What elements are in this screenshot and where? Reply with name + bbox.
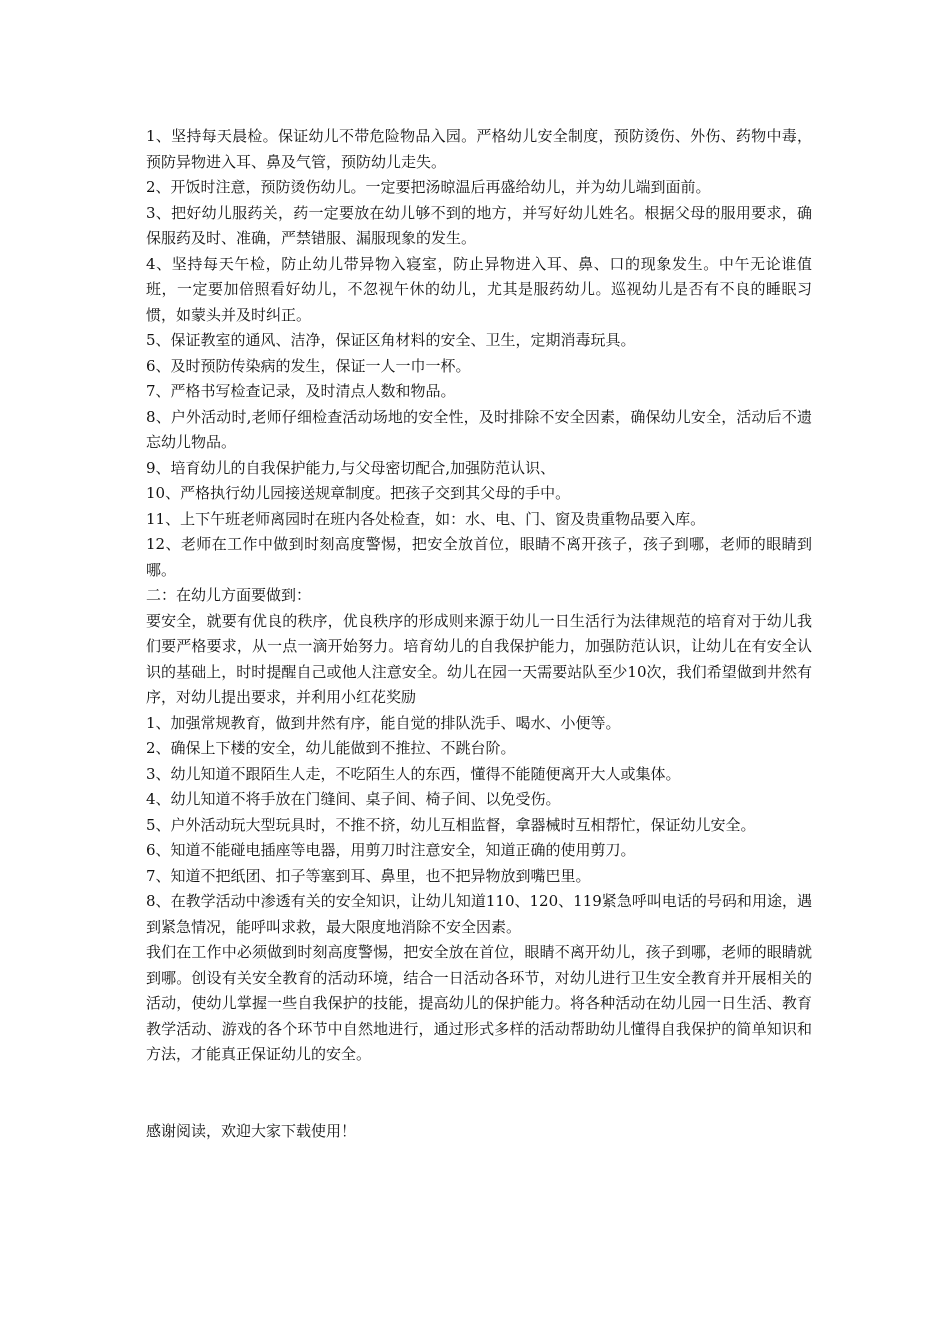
child-item-8: 8、在教学活动中渗透有关的安全知识，让幼儿知道110、120、119紧急呼叫电话的号码和用途，遇到紧急情况，能呼叫求救，最大限度地消除不安全因素。 bbox=[146, 892, 812, 936]
paragraph-3: 3、把好幼儿服药关，药一定要放在幼儿够不到的地方，并写好幼儿姓名。根据父母的服用要求，确保服药及时、准确，严禁错服、漏服现象的发生。 bbox=[146, 203, 812, 247]
paragraph-6: 6、及时预防传染病的发生，保证一人一巾一杯。 bbox=[146, 356, 471, 375]
child-item-3: 3、幼儿知道不跟陌生人走，不吃陌生人的东西，懂得不能随便离开大人或集体。 bbox=[146, 764, 681, 783]
child-item-4: 4、幼儿知道不将手放在门缝间、桌子间、椅子间、以免受伤。 bbox=[146, 790, 561, 808]
child-item-7: 7、知道不把纸团、扣子等塞到耳、鼻里，也不把异物放到嘴巴里。 bbox=[146, 866, 591, 885]
paragraph-4: 4、坚持每天午检，防止幼儿带异物入寝室，防止异物进入耳、鼻、口的现象发生。中午无论谁值班，一定要加倍照看好幼儿，不忽视午休的幼儿，尤其是服药幼儿。巡视幼儿是否有不良的睡眠习惯，如蒙头并及时纠正。 bbox=[146, 254, 812, 324]
spacer bbox=[146, 1068, 812, 1119]
paragraph-7: 7、严格书写检查记录，及时清点人数和物品。 bbox=[146, 382, 456, 400]
paragraph-summary: 我们在工作中必须做到时刻高度警惕，把安全放在首位，眼睛不离开幼儿，孩子到哪，老师的眼睛就到哪。创设有关安全教育的活动环境，结合一日活动各环节，对幼儿进行卫生安全教育并开展相关的活动，使幼儿掌握一些自我保护的技能，提高幼儿的保护能力。将各种活动在幼儿园一日生活、教育教学活动、游戏的各个环节中自然地进行，通过形式多样的活动帮助幼儿懂得自我保护的简单知识和方法，才能真正保证幼儿的安全。 bbox=[146, 943, 812, 1063]
paragraph-2: 2、开饭时注意，预防烫伤幼儿。一定要把汤晾温后再盛给幼儿，并为幼儿端到面前。 bbox=[146, 178, 711, 196]
paragraph-1: 1、坚持每天晨检。保证幼儿不带危险物品入园。严格幼儿安全制度，预防烫伤、外伤、药物中毒，预防异物进入耳、鼻及气管，预防幼儿走失。 bbox=[146, 127, 812, 171]
paragraph-9: 9、培育幼儿的自我保护能力,与父母密切配合,加强防范认识、 bbox=[146, 458, 556, 477]
section-heading-children: 二：在幼儿方面要做到： bbox=[146, 586, 312, 604]
child-item-1: 1、加强常规教育，做到井然有序，能自觉的排队洗手、喝水、小便等。 bbox=[146, 713, 621, 732]
child-item-6: 6、知道不能碰电插座等电器，用剪刀时注意安全，知道正确的使用剪刀。 bbox=[146, 841, 636, 859]
paragraph-12: 12、老师在工作中做到时刻高度警惕，把安全放首位，眼睛不离开孩子，孩子到哪，老师的眼睛到哪。 bbox=[146, 535, 812, 579]
document-page bbox=[146, 124, 812, 1144]
closing-text: 感谢阅读，欢迎大家下载使用！ bbox=[146, 1121, 357, 1140]
paragraph-5: 5、保证教室的通风、洁净，保证区角材料的安全、卫生，定期消毒玩具。 bbox=[146, 331, 636, 349]
paragraph-11: 11、上下午班老师离园时在班内各处检查，如：水、电、门、窗及贵重物品要入库。 bbox=[146, 509, 706, 528]
child-item-2: 2、确保上下楼的安全，幼儿能做到不推拉、不跳台阶。 bbox=[146, 739, 516, 757]
paragraph-intro: 要安全，就要有优良的秩序，优良秩序的形成则来源于幼儿一日生活行为法律规范的培育对于幼儿我们要严格要求，从一点一滴开始努力。培育幼儿的自我保护能力，加强防范认识，让幼儿在有安全认识的基础上，时时提醒自己或他人注意安全。幼儿在园一天需要站队至少10次，我们希望做到井然有序，对幼儿提出要求，并利用小红花奖励 bbox=[146, 611, 812, 706]
paragraph-8: 8、户外活动时,老师仔细检查活动场地的安全性，及时排除不安全因素，确保幼儿安全，活动后不遗忘幼儿物品。 bbox=[146, 407, 812, 451]
paragraph-10: 10、严格执行幼儿园接送规章制度。把孩子交到其父母的手中。 bbox=[146, 484, 571, 502]
child-item-5: 5、户外活动玩大型玩具时，不推不挤，幼儿互相监督，拿器械时互相帮忙，保证幼儿安全。 bbox=[146, 815, 756, 834]
